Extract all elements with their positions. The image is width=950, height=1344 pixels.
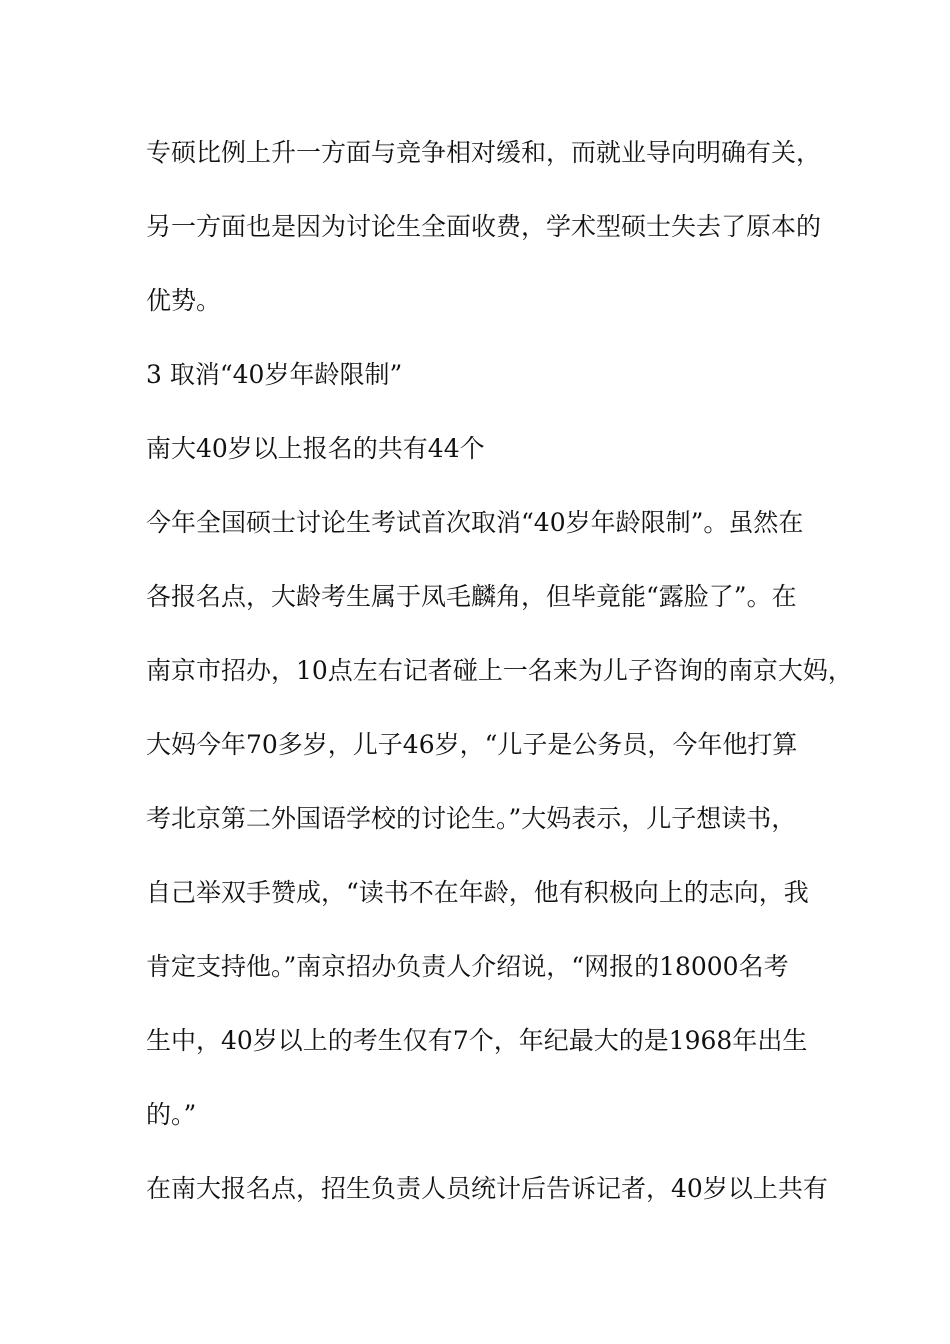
- text-line: 自己举双手赞成，“读书不在年龄，他有积极向上的志向，我: [146, 878, 809, 907]
- text-line: 各报名点，大龄考生属于凤毛麟角，但毕竟能“露脸了”。在: [146, 582, 797, 611]
- subheading: 南大40岁以上报名的共有44个: [146, 434, 485, 463]
- text-line: 优势。: [146, 286, 222, 315]
- text-line: 南京市招办，10点左右记者碰上一名来为儿子咨询的南京大妈，: [146, 656, 853, 685]
- text-line: 今年全国硕士讨论生考试首次取消“40岁年龄限制”。虽然在: [146, 508, 804, 537]
- text-line: 另一方面也是因为讨论生全面收费，学术型硕士失去了原本的: [146, 212, 822, 241]
- text-line: 生中，40岁以上的考生仅有7个，年纪最大的是1968年出生: [146, 1026, 808, 1055]
- text-line: 考北京第二外国语学校的讨论生。”大妈表示，儿子想读书，: [146, 804, 797, 833]
- text-line: 大妈今年70多岁，儿子46岁，“儿子是公务员，今年他打算: [146, 730, 798, 759]
- text-line: 的。”: [146, 1100, 197, 1129]
- text-line: 在南大报名点，招生负责人员统计后告诉记者，40岁以上共有: [146, 1174, 828, 1203]
- text-line: 肯定支持他。”南京招办负责人介绍说，“网报的18000名考: [146, 952, 789, 981]
- text-line: 专硕比例上升一方面与竞争相对缓和，而就业导向明确有关，: [146, 138, 822, 167]
- section-heading: 3 取消“40岁年龄限制”: [146, 360, 403, 389]
